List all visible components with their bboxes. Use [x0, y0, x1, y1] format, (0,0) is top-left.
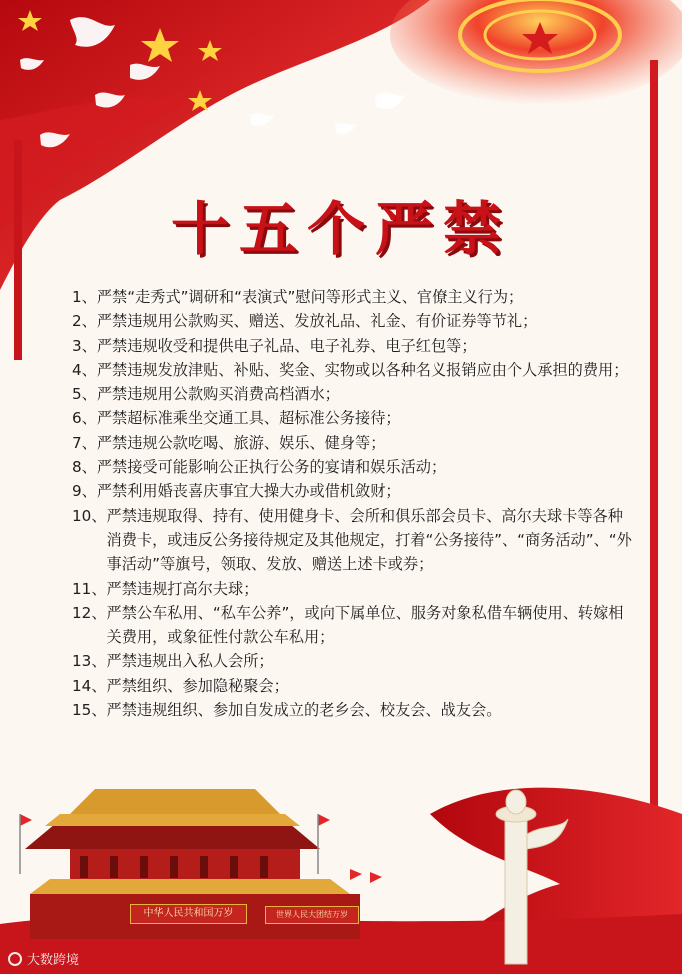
gate-plaque-right: 世界人民大团结万岁: [265, 906, 359, 924]
rule-item: 7、 严禁违规公款吃喝、旅游、娱乐、健身等；: [72, 433, 386, 452]
rule-item: 6、 严禁超标准乘坐交通工具、超标准公务接待；: [72, 409, 401, 428]
poster-title: 十五个严禁: [170, 195, 511, 263]
rule-item: 12、 严禁公车私用、“私车公养”，或向下属单位、服务对象私借车辆使用、转嫁相关费用，或象征性付款公车私用；: [72, 603, 624, 647]
rule-item: 3、 严禁违规收受和提供电子礼品、电子礼券、电子红包等；: [72, 336, 477, 355]
watermark-logo-icon: [8, 952, 22, 966]
bottom-scene: [0, 774, 682, 974]
rule-item: 15、 严禁违规组织、参加自发成立的老乡会、校友会、战友会。: [72, 701, 502, 720]
rule-item: 5、 严禁违规用公款购买消费高档酒水；: [72, 385, 340, 404]
rule-item: 8、 严禁接受可能影响公正执行公务的宴请和娱乐活动；: [72, 458, 447, 477]
rule-item: 13、 严禁违规出入私人会所；: [72, 652, 274, 671]
rule-item: 2、 严禁违规用公款购买、赠送、发放礼品、礼金、有价证券等节礼；: [72, 312, 538, 331]
gate-plaque-left: 中华人民共和国万岁: [130, 904, 247, 924]
watermark-text: 大数跨境: [27, 953, 80, 968]
rules-list: [72, 285, 632, 722]
rule-item: 11、 严禁违规打高尔夫球；: [72, 579, 259, 598]
rule-item: 1、 严禁“走秀式”调研和“表演式”慰问等形式主义、官僚主义行为；: [72, 288, 524, 306]
rule-item: 14、 严禁组织、参加隐秘聚会；: [72, 676, 289, 695]
rule-item: 4、 严禁违规发放津贴、补贴、奖金、实物或以各种名义报销应由个人承担的费用；: [72, 360, 629, 379]
rule-item: 9、 严禁利用婚丧喜庆事宜大操大办或借机敛财；: [72, 482, 401, 501]
watermark: [8, 949, 79, 968]
rule-item: 10、 严禁违规取得、持有、使用健身卡、会所和俱乐部会员卡、高尔夫球卡等各种消费卡，或违反公务接待规定及其他规定，打着“公务接待”、“商务活动”、“外事活动”等旗号，领取、发放、赠送上述卡或券；: [72, 506, 632, 574]
